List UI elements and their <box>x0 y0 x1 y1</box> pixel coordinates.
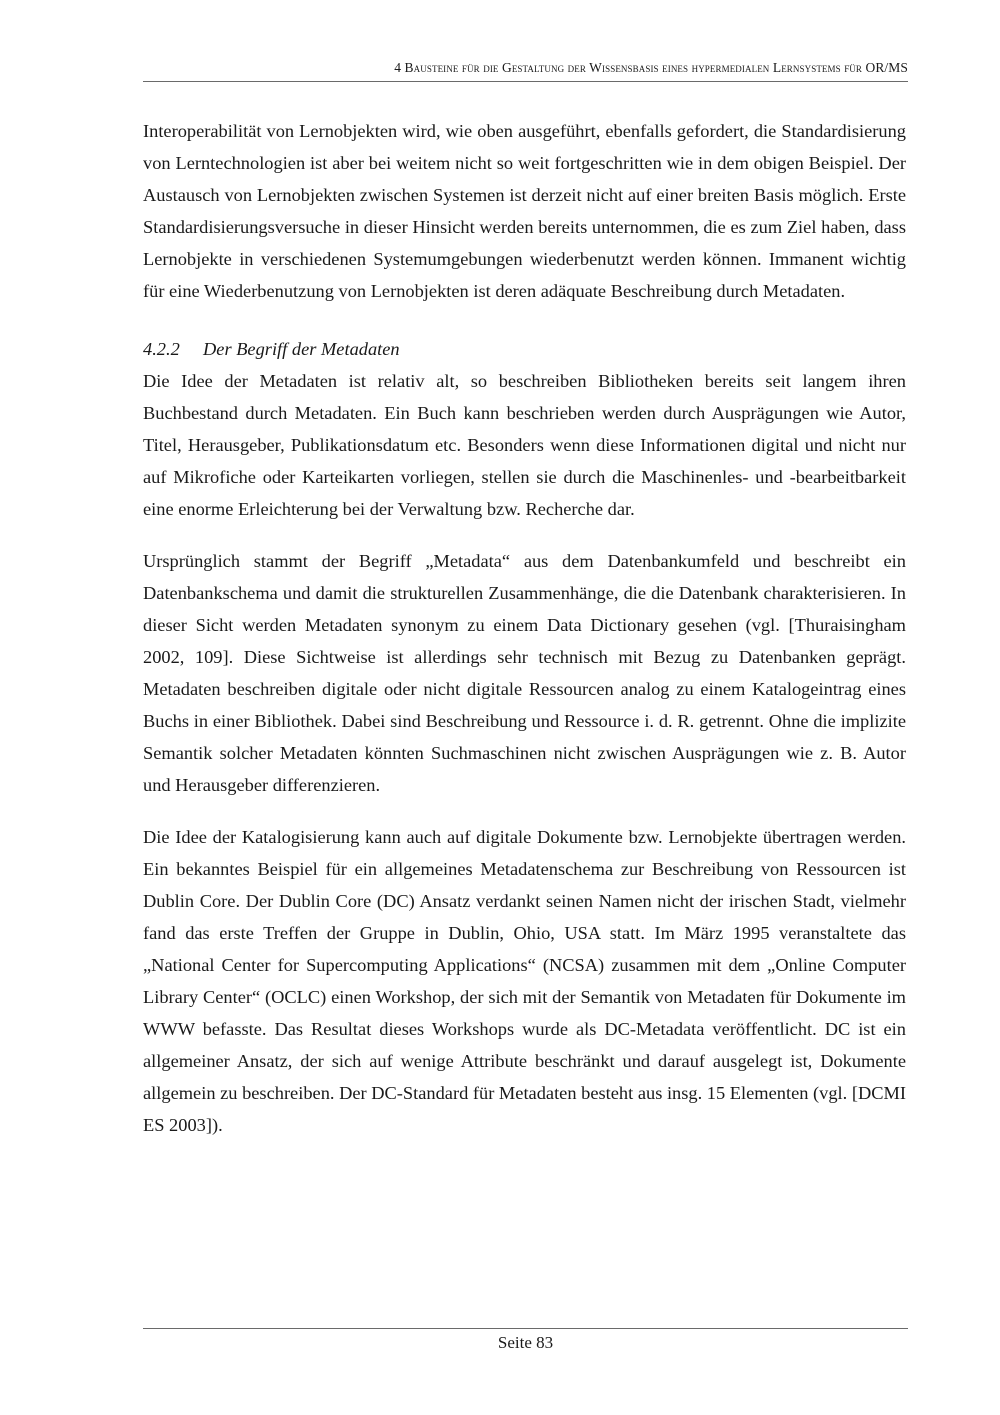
header-rule <box>143 81 908 82</box>
section-title: Der Begriff der Metadaten <box>203 339 400 359</box>
paragraph-metadata-origin: Ursprünglich stammt der Begriff „Metadata“ aus dem Datenbankumfeld und beschreibt ein Datenbankschema und damit die strukturellen Zusammenhänge, die die Datenbank charakterisieren. In dieser Sicht werden Metadaten synonym zu einem Data Dictionary gesehen (vgl. [Thuraisingham 2002, 109]. Diese Sichtweise ist allerdings sehr technisch mit Bezug zu Datenbanken geprägt. Metadaten beschreiben digitale oder nicht digitale Ressourcen analog zu einem Katalogeintrag eines Buchs in einer Bibliothek. Dabei sind Beschreibung und Ressource i. d. R. getrennt. Ohne die implizite Semantik solcher Metadaten könnten Suchmaschinen nicht zwischen Ausprägungen wie z. B. Autor und Herausgeber differenzieren. <box>143 551 906 795</box>
page-body <box>143 115 906 1141</box>
footer-rule <box>143 1328 908 1329</box>
paragraph-metadata-idea: Die Idee der Metadaten ist relativ alt, so beschreiben Bibliotheken bereits seit langem ihren Buchbestand durch Metadaten. Ein Buch kann beschrieben werden durch Ausprägungen wie Autor, Titel, Herausgeber, Publikationsdatum etc. Besonders wenn diese Informationen digital und nicht nur auf Mikrofiche oder Karteikarten vorliegen, stellen sie durch die Maschinenles- und -bearbeitbarkeit eine enorme Erleichterung bei der Verwaltung bzw. Recherche dar. <box>143 371 906 519</box>
page-number: Seite 83 <box>497 1333 554 1352</box>
running-header <box>143 60 908 76</box>
paragraph-dublin-core: Die Idee der Katalogisierung kann auch auf digitale Dokumente bzw. Lernobjekte übertragen werden. Ein bekanntes Beispiel für ein allgemeines Metadatenschema zur Beschreibung von Ressourcen ist Dublin Core. Der Dublin Core (DC) Ansatz verdankt seinen Namen nicht der irischen Stadt, vielmehr fand das erste Treffen der Gruppe in Dublin, Ohio, USA statt. Im März 1995 veranstaltete das „National Center for Supercomputing Applications“ (NCSA) zusammen mit dem „Online Computer Library Center“ (OCLC) einen Workshop, der sich mit der Semantik von Metadaten für Dokumente im WWW befasste. Das Resultat dieses Workshops wurde als DC-Metadata veröffentlicht. DC ist ein allgemeiner Ansatz, der sich auf wenige Attribute beschränkt und darauf ausgelegt ist, Dokumente allgemein zu beschreiben. Der DC-Standard für Metadaten besteht aus insg. 15 Elementen (vgl. [DCMI ES 2003]). <box>143 827 906 1135</box>
section-heading <box>143 333 906 365</box>
running-header-title: 4 Bausteine für die Gestaltung der Wissensbasis eines hypermedialen Lernsystems für OR/MS <box>394 60 908 75</box>
section-number: 4.2.2 <box>143 339 180 359</box>
paragraph-interoperability: Interoperabilität von Lernobjekten wird, wie oben ausgeführt, ebenfalls gefordert, die Standardisierung von Lerntechnologien ist aber bei weitem nicht so weit fortgeschritten wie in dem obigen Beispiel. Der Austausch von Lernobjekten zwischen Systemen ist derzeit nicht auf einer breiten Basis möglich. Erste Standardisierungsversuche in dieser Hinsicht werden bereits unternommen, die es zum Ziel haben, dass Lernobjekte in verschiedenen Systemumgebungen wiederbenutzt werden können. Immanent wichtig für eine Wiederbenutzung von Lernobjekten ist deren adäquate Beschreibung durch Metadaten. <box>143 121 906 301</box>
